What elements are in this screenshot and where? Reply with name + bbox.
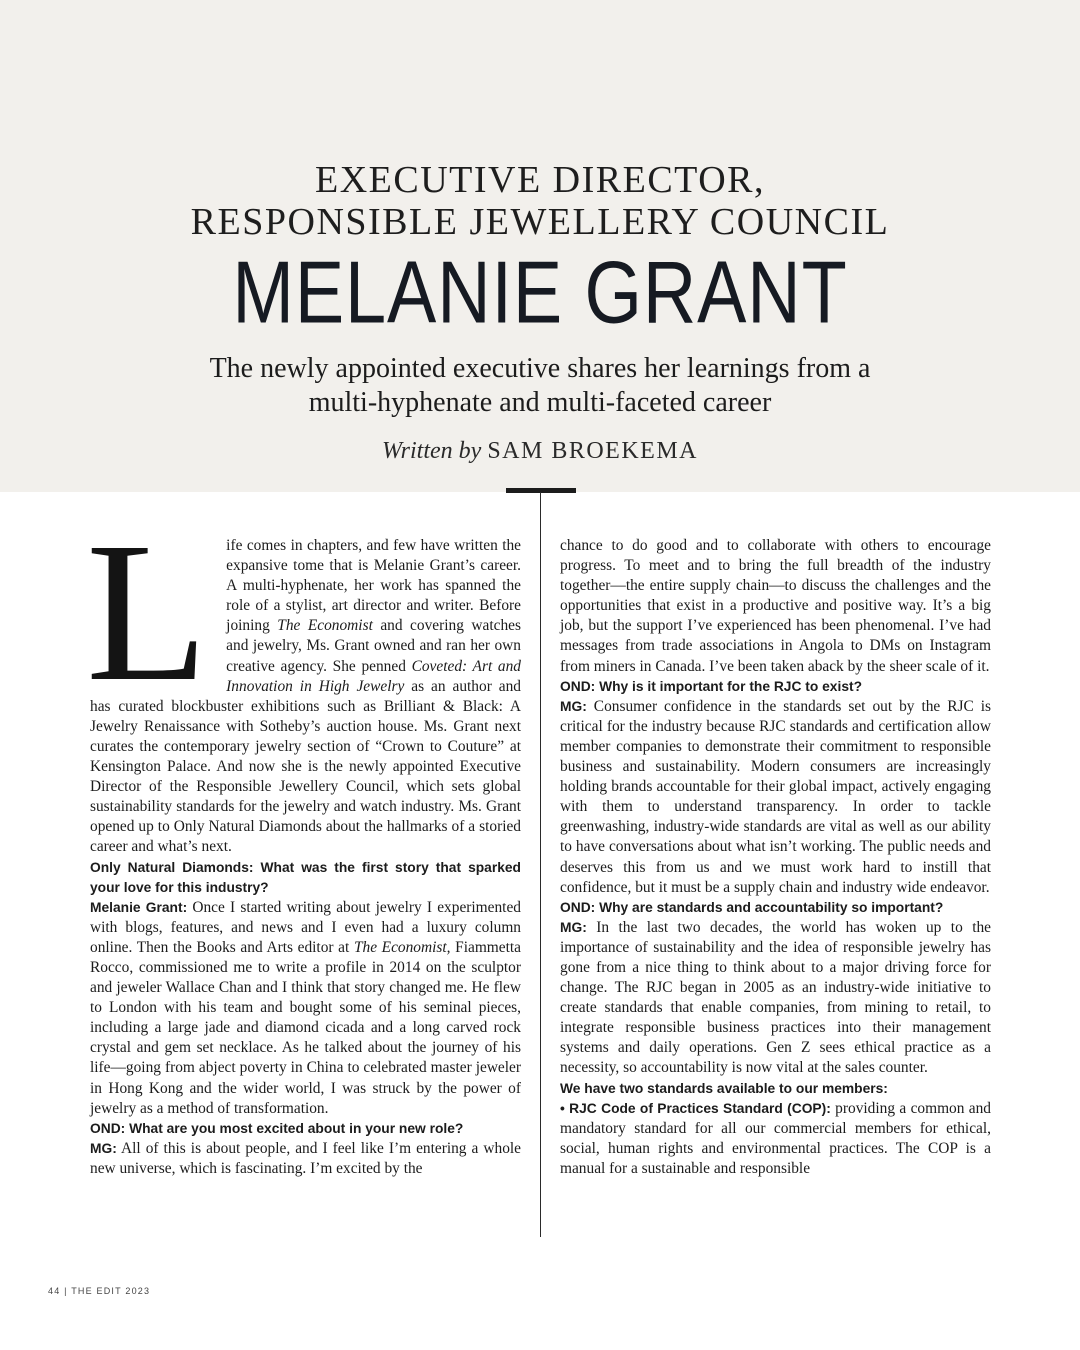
answer-2 xyxy=(90,1139,521,1179)
answer-4-speaker: MG: xyxy=(560,919,587,935)
role-title-line-1: EXECUTIVE DIRECTOR, xyxy=(315,159,765,201)
role-title-line-2: RESPONSIBLE JEWELLERY COUNCIL xyxy=(190,201,890,243)
answer-1-speaker: Melanie Grant: xyxy=(90,899,188,915)
answer-1-publication: The Economist, xyxy=(353,938,451,956)
answer-1-text-1: Once I started writing about jewelry I experimented with blogs, features, and news and I even had a luxury column online. Then the Books and Arts editor at xyxy=(90,898,521,956)
title-divider-bar xyxy=(506,488,576,493)
subtitle-line-1: The newly appointed executive shares her learnings from a xyxy=(209,353,871,384)
question-1: Only Natural Diamonds: What was the first story that sparked your love for this industry? xyxy=(90,859,521,895)
page-number: 44 xyxy=(48,1286,61,1296)
article-subtitle xyxy=(0,352,1080,420)
question-2: OND: What are you most excited about in your new role? xyxy=(90,1120,464,1136)
answer-2-speaker: MG: xyxy=(90,1140,117,1156)
publication-name: THE EDIT 2023 xyxy=(71,1286,151,1296)
subtitle-line-2: multi-hyphenate and multi-faceted career xyxy=(308,387,772,418)
bullet-text: providing a common and mandatory standard for all our commercial members for ethical, social, human rights and environmental practices. The COP is a manual for a sustainable and responsible xyxy=(560,1099,991,1177)
answer-1 xyxy=(90,898,521,1119)
intro-text-1: ife comes in chapters, and few have written the expansive tome that is Melanie Grant’s career. A multi-hyphenate, her work has spanned the role of a stylist, art director and writer. Before joining xyxy=(226,537,521,635)
answer-3-text: Consumer confidence in the standards set out by the RJC is critical for the industry because RJC standards and certification allow member companies to demonstrate their commitment to responsible business and sustainability. Modern consumers are increasingly holding brands accountable for their global impact, actively engaging with them to understand transparency. In order to tackle greenwashing, industry-wide standards are vital as well as our ability to have conversations about what isn’t working. The public needs and deserves this from us and we must work hard to instill that confidence, but it must be a supply chain and industry wide endeavor. xyxy=(560,697,991,896)
answer-3-speaker: MG: xyxy=(560,698,587,714)
title-banner xyxy=(0,0,1080,492)
right-column xyxy=(560,536,991,1179)
intro-text-3: as an author and has curated blockbuster exhibitions such as Brilliant & Black: A Jewelry Renaissance with Sotheby’s auction house. Ms. Grant next curates the contemporary jewelry section of “Crown to Couture” at Kensington Palace. And now she is the newly appointed Executive Director of the Responsible Jewellery Council, which sets global sustainability standards for the jewelry and watch industry. Ms. Grant opened up to Only Natural Diamonds about the hallmarks of a storied career and what’s next. xyxy=(90,677,521,856)
standards-lead: We have two standards available to our members: xyxy=(560,1080,888,1096)
answer-1-text-2: Fiammetta Rocco, commissioned me to write a profile in 2014 on the sculptor and jeweler Wallace Chan and I think that story changed me. He flew to London with his team and bought some of his seminal pieces, including a large jade and diamond cicada and a long carved rock crystal and gem set necklace. As he talked about the journey of his life—going from abject poverty in China to celebrated master jeweler in Hong Kong and the wider world, I was struck by the power of jewelry as a method of transformation. xyxy=(90,938,521,1117)
byline xyxy=(0,436,1080,466)
answer-2-text: All of this is about people, and I feel like I’m entering a whole new universe, which is fascinating. I’m excited by the xyxy=(90,1139,521,1177)
footer-separator: | xyxy=(64,1286,68,1296)
question-3: OND: Why is it important for the RJC to exist? xyxy=(560,678,863,694)
answer-2-continued: chance to do good and to collaborate with others to encourage progress. To meet and to bring the full breadth of the industry together—the entire supply chain—to discuss the challenges and the opportunities that exist in a productive and positive way. It’s a big job, but the support I’ve experienced has been phenomenal. I’ve had messages from trade associations in Angola to DMs on Instagram from miners in Canada. I’ve been taken aback by the sheer scale of it. xyxy=(560,537,991,675)
byline-label: Written by xyxy=(381,438,482,464)
drop-cap: L xyxy=(86,502,209,723)
answer-4-text: In the last two decades, the world has woken up to the importance of sustainability and the idea of responsible jewelry has gone from a nice thing to think about to a major driving force for change. The RJC began in 2005 as an industry-wide initiative to create standards that enable companies, from mining to retail, to integrate responsible business practices into their management systems and daily operations. Gen Z sees ethical practice as a necessity, so accountability is now vital at the sales counter. xyxy=(560,918,991,1077)
left-column xyxy=(86,502,521,1179)
intro-text-2: and covering watches and jewelry, Ms. Grant owned and ran her own creative agency. She penned xyxy=(226,617,521,675)
intro-publication: The Economist xyxy=(277,617,373,635)
standards-bullet-cop xyxy=(560,1099,991,1179)
answer-4 xyxy=(560,918,991,1079)
answer-3 xyxy=(560,697,991,898)
column-divider xyxy=(540,492,541,1237)
byline-author: SAM BROEKEMA xyxy=(487,438,699,464)
bullet-lead: • RJC Code of Practices Standard (COP): xyxy=(560,1100,831,1116)
intro-book-title: Coveted: Art and Innovation in High Jewelry xyxy=(226,657,521,695)
page-footer xyxy=(48,1286,150,1296)
profile-name: MELANIE GRANT xyxy=(232,242,848,342)
question-4: OND: Why are standards and accountability so important? xyxy=(560,899,944,915)
intro-paragraph xyxy=(86,502,521,858)
